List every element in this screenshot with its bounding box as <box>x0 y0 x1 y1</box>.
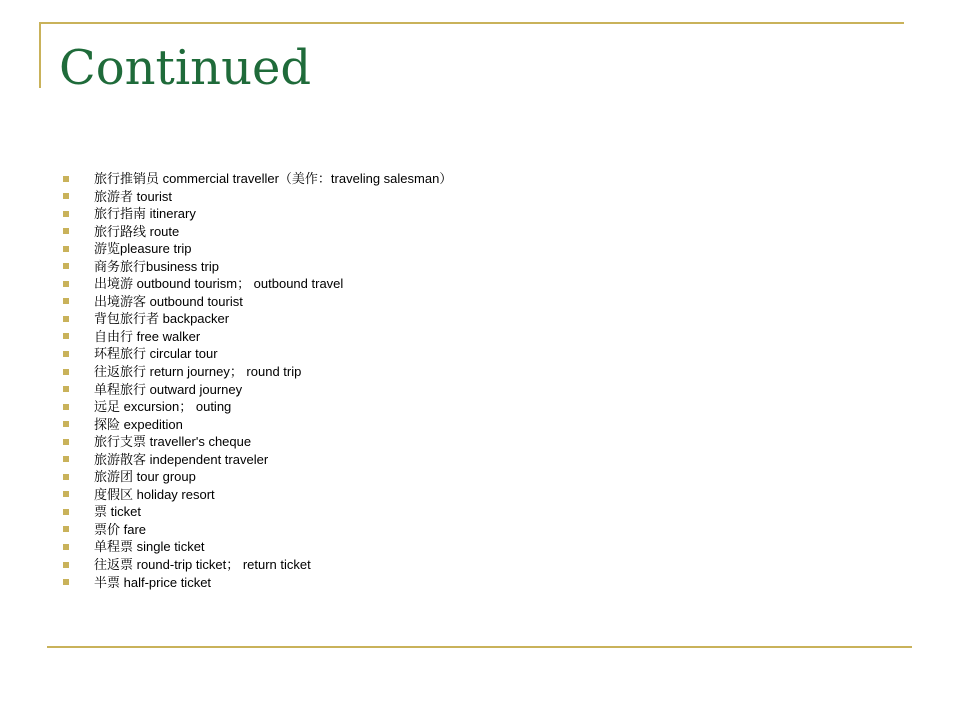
list-item <box>63 363 883 381</box>
list-item <box>63 310 883 328</box>
list-item-text: 旅游团 tour group <box>94 469 196 485</box>
vocabulary-list <box>63 170 883 591</box>
square-bullet-icon <box>63 263 69 269</box>
list-item-text: 远足 excursion； outing <box>94 399 232 415</box>
list-item <box>63 503 883 521</box>
slide-title: Continued <box>59 40 312 96</box>
list-item <box>63 381 883 399</box>
square-bullet-icon <box>63 456 69 462</box>
list-item-text: 票 ticket <box>94 504 141 520</box>
list-item-text: 旅行路线 route <box>94 223 180 239</box>
list-item <box>63 574 883 592</box>
list-item <box>63 468 883 486</box>
list-item-text: 往返票 round-trip ticket； return ticket <box>94 557 311 573</box>
square-bullet-icon <box>63 193 69 199</box>
list-item-text: 旅行推销员 commercial traveller（美作：traveling salesman） <box>94 171 453 186</box>
list-item <box>63 398 883 416</box>
square-bullet-icon <box>63 298 69 304</box>
square-bullet-icon <box>63 316 69 322</box>
list-item-text: 半票 half-price ticket <box>94 574 212 590</box>
list-item-text: 票价 fare <box>94 521 147 537</box>
list-item <box>63 451 883 469</box>
list-item <box>63 433 883 451</box>
square-bullet-icon <box>63 579 69 585</box>
list-item <box>63 240 883 258</box>
list-item-text: 单程票 single ticket <box>94 539 205 555</box>
list-item-text: 商务旅行business trip <box>94 258 219 274</box>
list-item-text: 环程旅行 circular tour <box>94 346 218 362</box>
square-bullet-icon <box>63 544 69 550</box>
list-item <box>63 556 883 574</box>
square-bullet-icon <box>63 439 69 445</box>
list-item-text: 往返旅行 return journey； round trip <box>94 364 302 380</box>
list-item <box>63 170 883 188</box>
list-item-text: 背包旅行者 backpacker <box>94 311 230 327</box>
square-bullet-icon <box>63 509 69 515</box>
square-bullet-icon <box>63 333 69 339</box>
list-item <box>63 205 883 223</box>
square-bullet-icon <box>63 246 69 252</box>
list-item <box>63 345 883 363</box>
square-bullet-icon <box>63 386 69 392</box>
list-item-text: 单程旅行 outward journey <box>94 381 243 397</box>
list-item-text: 出境游客 outbound tourist <box>94 293 243 309</box>
square-bullet-icon <box>63 228 69 234</box>
list-item <box>63 223 883 241</box>
square-bullet-icon <box>63 351 69 357</box>
list-item-text: 探险 expedition <box>94 416 183 432</box>
list-item-text: 出境游 outbound tourism； outbound travel <box>94 276 344 292</box>
list-item <box>63 293 883 311</box>
list-item <box>63 521 883 539</box>
square-bullet-icon <box>63 526 69 532</box>
bottom-rule <box>47 646 912 648</box>
list-item-text: 旅行支票 traveller's cheque <box>94 434 252 450</box>
square-bullet-icon <box>63 562 69 568</box>
list-item-text: 旅行指南 itinerary <box>94 206 196 222</box>
square-bullet-icon <box>63 491 69 497</box>
list-item <box>63 258 883 276</box>
list-item-text: 旅游散客 independent traveler <box>94 451 269 467</box>
list-item <box>63 275 883 293</box>
square-bullet-icon <box>63 176 69 182</box>
square-bullet-icon <box>63 404 69 410</box>
list-item <box>63 538 883 556</box>
list-item <box>63 416 883 434</box>
list-item-text: 旅游者 tourist <box>94 188 173 204</box>
list-item-text: 游览pleasure trip <box>94 241 192 257</box>
list-item <box>63 328 883 346</box>
square-bullet-icon <box>63 474 69 480</box>
top-rule <box>39 22 904 24</box>
square-bullet-icon <box>63 281 69 287</box>
list-item-text: 自由行 free walker <box>94 328 201 344</box>
left-rule <box>39 22 41 88</box>
square-bullet-icon <box>63 421 69 427</box>
list-item <box>63 188 883 206</box>
list-item <box>63 486 883 504</box>
square-bullet-icon <box>63 369 69 375</box>
list-item-text: 度假区 holiday resort <box>94 486 215 502</box>
square-bullet-icon <box>63 211 69 217</box>
